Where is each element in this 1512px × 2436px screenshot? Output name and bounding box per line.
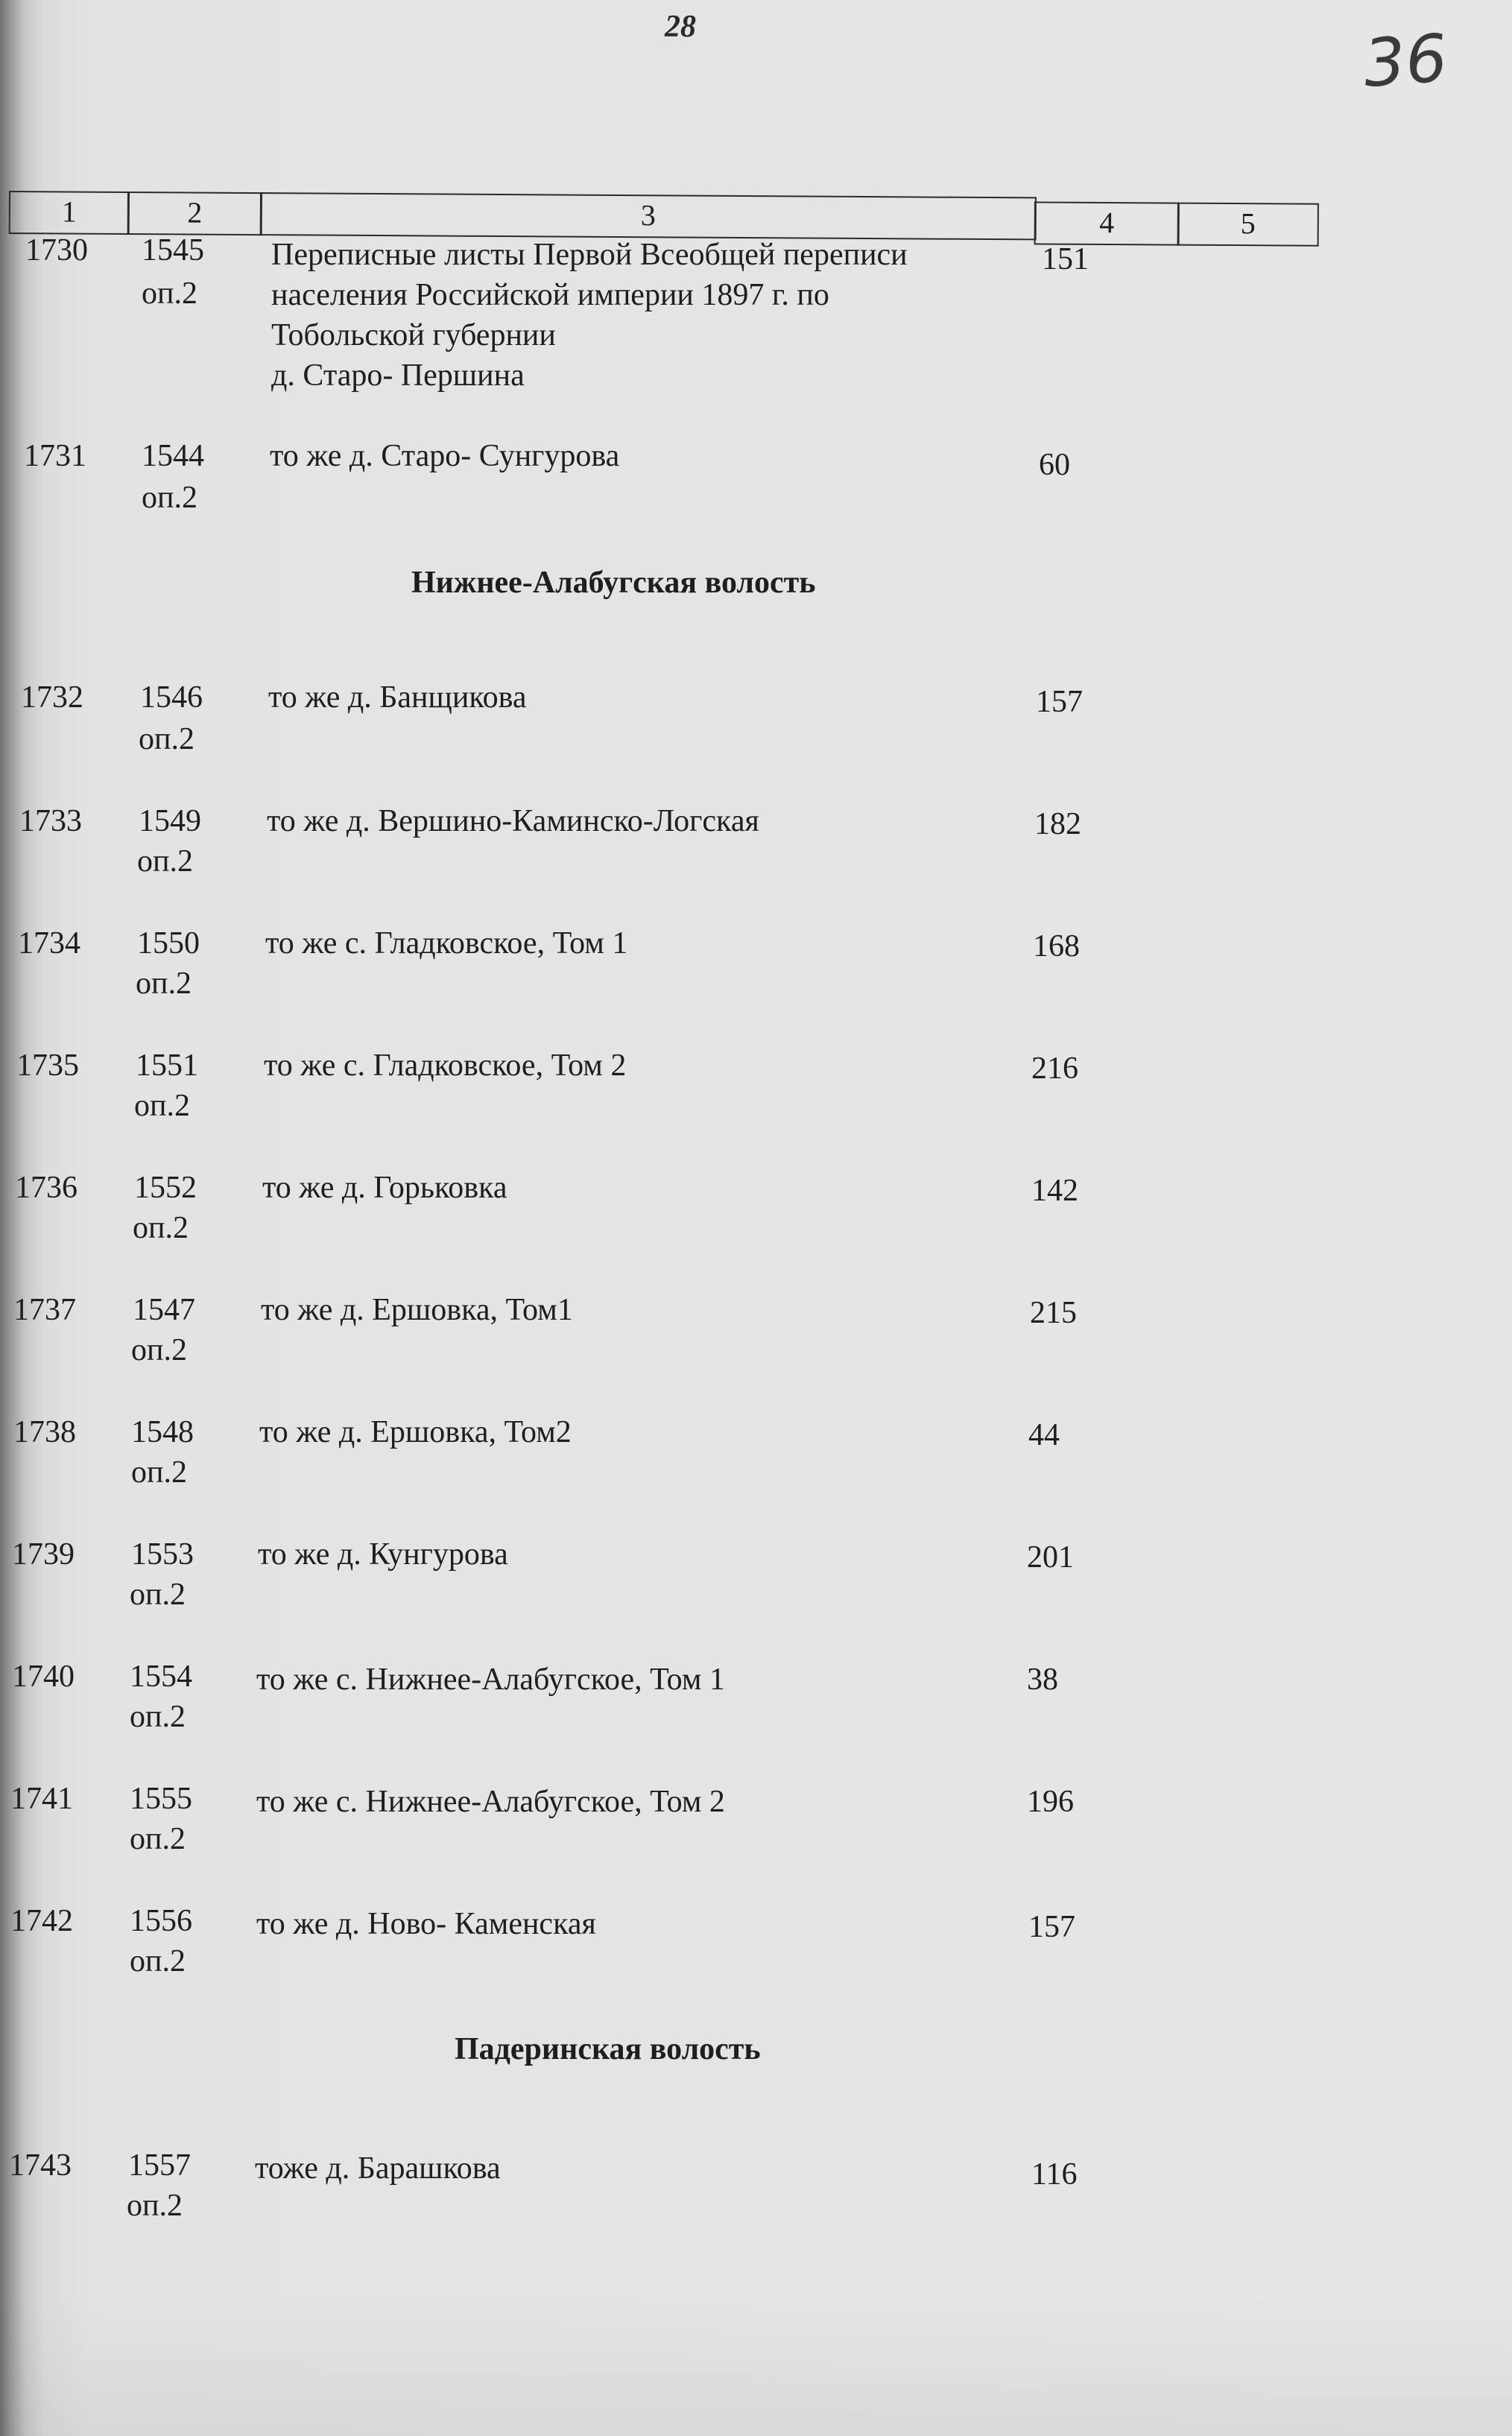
delo-number: 1552 xyxy=(134,1171,197,1205)
description-line: то же д. Ново- Каменская xyxy=(256,1907,596,1941)
delo-number: 1548 xyxy=(131,1415,194,1449)
description-line: Тобольской губернии xyxy=(271,318,556,352)
opis-label: оп.2 xyxy=(130,1700,186,1734)
header-col-3: 3 xyxy=(260,192,1037,240)
delo-number: 1550 xyxy=(137,926,200,961)
row-number: 1735 xyxy=(16,1048,79,1083)
sheet-count: 116 xyxy=(1031,2157,1078,2192)
section-heading: Нижнее-Алабугская волость xyxy=(411,566,816,600)
description-line: населения Российской империи 1897 г. по xyxy=(271,278,829,312)
delo-number: 1547 xyxy=(133,1293,195,1327)
row-number: 1743 xyxy=(9,2148,72,2183)
delo-number: 1544 xyxy=(142,439,204,473)
delo-number: 1549 xyxy=(139,804,201,838)
description-line: то же с. Нижнее-Алабугское, Том 2 xyxy=(256,1785,725,1819)
opis-label: оп.2 xyxy=(136,967,192,1001)
opis-label: оп.2 xyxy=(131,1333,187,1367)
sheet-count: 216 xyxy=(1031,1051,1078,1086)
delo-number: 1556 xyxy=(130,1904,192,1938)
row-number: 1730 xyxy=(25,233,88,268)
description-line: то же д. Старо- Сунгурова xyxy=(270,439,620,473)
description-line: тоже д. Барашкова xyxy=(255,2151,501,2186)
description-line: то же д. Горьковка xyxy=(262,1171,507,1205)
description-line: Переписные листы Первой Всеобщей переписи xyxy=(271,238,908,272)
opis-label: оп.2 xyxy=(139,722,194,756)
header-col-2: 2 xyxy=(127,192,262,235)
description-line: то же д. Ершовка, Том2 xyxy=(259,1415,572,1449)
description-line: то же д. Банщикова xyxy=(268,680,527,715)
description-line: то же д. Ершовка, Том1 xyxy=(261,1293,573,1327)
header-col-1: 1 xyxy=(9,191,130,235)
row-number: 1742 xyxy=(10,1904,73,1938)
sheet-count: 196 xyxy=(1027,1785,1074,1819)
sheet-count: 201 xyxy=(1027,1540,1074,1575)
opis-label: оп.2 xyxy=(130,1822,186,1856)
sheet-count: 157 xyxy=(1036,685,1083,719)
sheet-count: 182 xyxy=(1034,807,1081,841)
opis-label: оп.2 xyxy=(133,1211,189,1245)
sheet-count: 168 xyxy=(1033,929,1080,964)
row-number: 1739 xyxy=(12,1537,75,1572)
opis-label: оп.2 xyxy=(142,481,197,515)
delo-number: 1554 xyxy=(130,1660,192,1694)
row-number: 1738 xyxy=(13,1415,76,1449)
opis-label: оп.2 xyxy=(134,1089,190,1123)
row-number: 1733 xyxy=(19,804,82,838)
delo-number: 1557 xyxy=(128,2148,191,2183)
opis-label: оп.2 xyxy=(131,1455,187,1490)
row-number: 1736 xyxy=(15,1171,78,1205)
header-col-5: 5 xyxy=(1177,203,1319,247)
row-number: 1737 xyxy=(13,1293,76,1327)
header-col-4: 4 xyxy=(1034,201,1180,245)
delo-number: 1545 xyxy=(142,233,204,268)
folio-number: 36 xyxy=(1361,19,1450,102)
sheet-count: 142 xyxy=(1031,1174,1078,1208)
description-line: то же с. Нижнее-Алабугское, Том 1 xyxy=(256,1663,725,1697)
delo-number: 1546 xyxy=(140,680,203,715)
page-number: 28 xyxy=(665,10,696,44)
row-number: 1732 xyxy=(21,680,83,715)
description-line: то же д. Вершино-Каминско-Логская xyxy=(267,804,759,838)
sheet-count: 157 xyxy=(1028,1910,1075,1944)
opis-label: оп.2 xyxy=(142,276,197,311)
row-number: 1740 xyxy=(12,1660,75,1694)
delo-number: 1555 xyxy=(130,1782,192,1816)
sheet-count: 38 xyxy=(1027,1663,1058,1697)
delo-number: 1553 xyxy=(131,1537,194,1572)
description-line: то же с. Гладковское, Том 1 xyxy=(265,926,628,961)
row-number: 1741 xyxy=(10,1782,73,1816)
delo-number: 1551 xyxy=(136,1048,198,1083)
description-line: то же д. Кунгурова xyxy=(258,1537,508,1572)
sheet-count: 44 xyxy=(1028,1418,1060,1452)
sheet-count: 151 xyxy=(1042,242,1089,276)
section-heading: Падеринская волость xyxy=(455,2032,761,2066)
opis-label: оп.2 xyxy=(127,2189,183,2223)
opis-label: оп.2 xyxy=(130,1944,186,1978)
opis-label: оп.2 xyxy=(130,1578,186,1612)
sheet-count: 215 xyxy=(1030,1296,1077,1330)
sheet-count: 60 xyxy=(1039,448,1070,482)
row-number: 1734 xyxy=(18,926,80,961)
description-line: то же с. Гладковское, Том 2 xyxy=(264,1048,627,1083)
opis-label: оп.2 xyxy=(137,844,193,879)
description-line: д. Старо- Першина xyxy=(271,358,525,393)
bottom-shadow xyxy=(0,2295,1512,2436)
row-number: 1731 xyxy=(24,439,86,473)
